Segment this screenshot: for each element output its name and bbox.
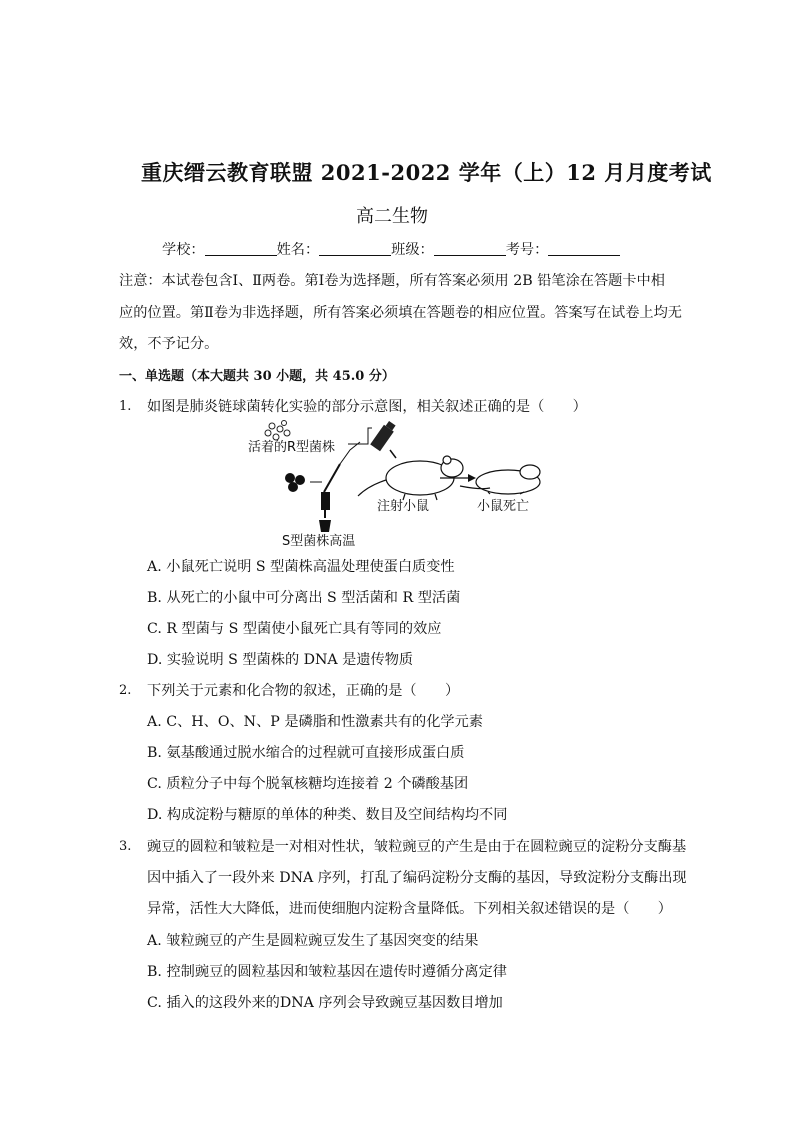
question-3-number: 3. (119, 839, 132, 854)
question-1-option-c[interactable]: C. R 型菌与 S 型菌使小鼠死亡具有等同的效应 (147, 621, 442, 637)
label-r-strain: 活着的R型菌株 (248, 440, 336, 455)
question-1-number: 1. (119, 399, 132, 414)
s-strain-dots-icon (285, 473, 305, 492)
student-info-row (162, 239, 620, 259)
label-mouse-dead: 小鼠死亡 (477, 499, 530, 514)
question-3-stem-line-3: 异常，活性大大降低，进而使细胞内淀粉含量降低。下列相关叙述错误的是（ ） (147, 901, 672, 917)
arrow-r-to-syringe (348, 428, 372, 444)
class-blank[interactable] (434, 241, 506, 256)
question-1-stem: 如图是肺炎链球菌转化实验的部分示意图，相关叙述正确的是（ ） (147, 399, 587, 415)
class-label: 班级： (391, 242, 434, 258)
label-s-strain-heat: S型菌株高温 (282, 534, 356, 549)
label-inject-mouse: 注射小鼠 (377, 499, 430, 514)
section-heading: 一、单选题（本大题共 30 小题，共 45.0 分） (119, 369, 395, 384)
question-1-option-a[interactable]: A. 小鼠死亡说明 S 型菌株高温处理使蛋白质变性 (147, 559, 455, 575)
exam-title: 重庆缙云教育联盟 2021-2022 学年（上）12 月月度考试 (141, 160, 712, 185)
question-2-option-b[interactable]: B. 氨基酸通过脱水缩合的过程就可直接形成蛋白质 (147, 745, 465, 761)
syringe-icon (370, 421, 396, 458)
school-blank[interactable] (205, 241, 277, 256)
exam-no-label: 考号： (505, 242, 549, 258)
question-2-stem: 下列关于元素和化合物的叙述，正确的是（ ） (147, 683, 460, 699)
subject-title: 高二生物 (356, 206, 428, 227)
question-3-option-b[interactable]: B. 控制豌豆的圆粒基因和皱粒基因在遗传时遵循分离定律 (147, 964, 507, 980)
question-3-option-a[interactable]: A. 皱粒豌豆的产生是圆粒豌豆发生了基因突变的结果 (147, 933, 479, 949)
school-label: 学校： (162, 242, 205, 258)
transformation-experiment-figure (240, 420, 560, 550)
question-2-option-c[interactable]: C. 质粒分子中每个脱氧核糖均连接着 2 个磷酸基团 (147, 776, 469, 792)
question-3-stem-line-2: 因中插入了一段外来 DNA 序列，打乱了编码淀粉分支酶的基因，导致淀粉分支酶出现 (147, 870, 687, 886)
notice-line-2: 应的位置。第Ⅱ卷为非选择题，所有答案必须填在答题卷的相应位置。答案写在试卷上均无 (119, 305, 682, 321)
notice-line-1: 注意：本试卷包含Ⅰ、Ⅱ两卷。第Ⅰ卷为选择题，所有答案必须用 2B 铅笔涂在答题卡中相 (119, 273, 665, 289)
question-3-option-c[interactable]: C. 插入的这段外来的DNA 序列会导致豌豆基因数目增加 (147, 995, 503, 1011)
question-1-option-b[interactable]: B. 从死亡的小鼠中可分离出 S 型活菌和 R 型活菌 (147, 590, 461, 606)
question-2-option-a[interactable]: A. C、H、O、N、P 是磷脂和性激素共有的化学元素 (147, 714, 483, 730)
r-strain-bubbles-icon (265, 421, 290, 441)
notice-line-3: 效，不予记分。 (119, 336, 219, 352)
name-blank[interactable] (319, 241, 391, 256)
question-2-option-d[interactable]: D. 构成淀粉与糖原的单体的种类、数目及空间结构均不同 (147, 807, 508, 823)
question-2-number: 2. (119, 683, 132, 698)
burner-icon (319, 520, 331, 532)
question-1-option-d[interactable]: D. 实验说明 S 型菌株的 DNA 是遗传物质 (147, 652, 414, 668)
question-3-stem-line-1: 豌豆的圆粒和皱粒是一对相对性状，皱粒豌豆的产生是由于在圆粒豌豆的淀粉分支酶基 (147, 839, 687, 855)
name-label: 姓名： (276, 242, 320, 258)
exam-no-blank[interactable] (548, 241, 620, 256)
